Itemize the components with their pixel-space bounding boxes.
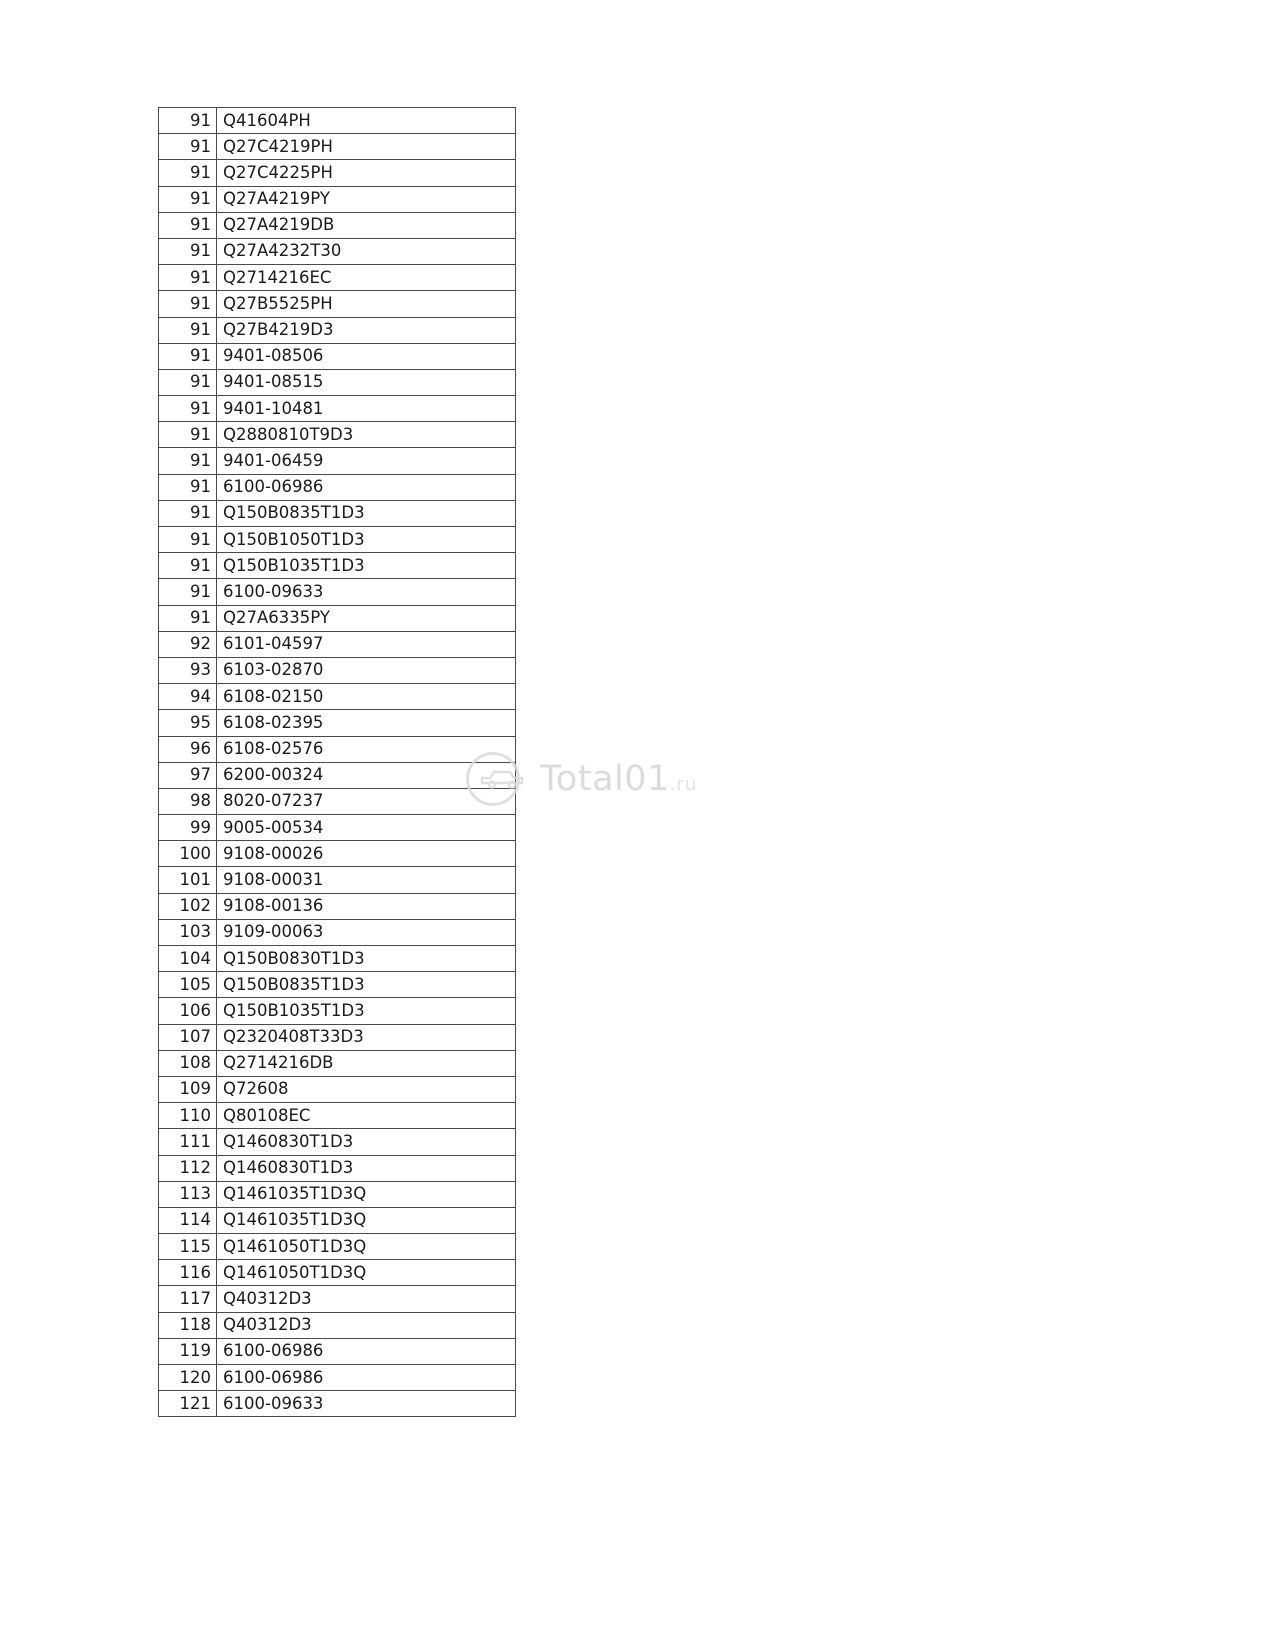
row-index-cell: 91 [159,291,217,317]
row-index-cell: 91 [159,160,217,186]
part-code-cell: 6200-00324 [217,762,516,788]
table-row [159,972,516,998]
row-index-cell: 91 [159,134,217,160]
table-row [159,291,516,317]
part-code-cell: Q80108EC [217,1103,516,1129]
part-code-cell: 9401-10481 [217,396,516,422]
part-code-cell: Q150B1050T1D3 [217,527,516,553]
row-index-cell: 101 [159,867,217,893]
row-index-cell: 107 [159,1024,217,1050]
table-row [159,1155,516,1181]
part-code-cell: 9109-00063 [217,919,516,945]
table-row [159,553,516,579]
table-row [159,657,516,683]
row-index-cell: 91 [159,265,217,291]
row-index-cell: 91 [159,500,217,526]
part-code-cell: 8020-07237 [217,788,516,814]
row-index-cell: 91 [159,369,217,395]
part-code-cell: Q1461035T1D3Q [217,1207,516,1233]
part-code-cell: 9108-00136 [217,893,516,919]
row-index-cell: 114 [159,1207,217,1233]
table-row [159,946,516,972]
table-row [159,762,516,788]
part-code-cell: 6100-09633 [217,1391,516,1417]
table-row [159,1365,516,1391]
row-index-cell: 121 [159,1391,217,1417]
part-code-cell: 6108-02395 [217,710,516,736]
row-index-cell: 102 [159,893,217,919]
part-code-cell: 9401-06459 [217,448,516,474]
part-code-cell: Q2880810T9D3 [217,422,516,448]
table-row [159,186,516,212]
table-row [159,1312,516,1338]
part-code-cell: Q1460830T1D3 [217,1129,516,1155]
table-row [159,448,516,474]
part-code-cell: Q27A4219PY [217,186,516,212]
part-code-cell: Q27C4219PH [217,134,516,160]
row-index-cell: 91 [159,448,217,474]
row-index-cell: 109 [159,1076,217,1102]
table-row [159,396,516,422]
part-code-cell: 9108-00031 [217,867,516,893]
part-code-cell: Q150B0830T1D3 [217,946,516,972]
table-row [159,710,516,736]
table-row [159,1181,516,1207]
row-index-cell: 91 [159,238,217,264]
table-row [159,1024,516,1050]
part-code-cell: 6100-06986 [217,1338,516,1364]
part-code-cell: Q27A6335PY [217,605,516,631]
table-row [159,1076,516,1102]
part-code-cell: Q40312D3 [217,1286,516,1312]
row-index-cell: 116 [159,1260,217,1286]
table-row [159,1338,516,1364]
table-row [159,1286,516,1312]
table-row [159,108,516,134]
row-index-cell: 95 [159,710,217,736]
part-code-cell: Q27B5525PH [217,291,516,317]
row-index-cell: 91 [159,186,217,212]
row-index-cell: 104 [159,946,217,972]
part-code-cell: Q150B1035T1D3 [217,998,516,1024]
row-index-cell: 93 [159,657,217,683]
part-code-cell: Q150B0835T1D3 [217,972,516,998]
table-row [159,998,516,1024]
table-row [159,527,516,553]
table-row [159,1260,516,1286]
table-row [159,500,516,526]
row-index-cell: 117 [159,1286,217,1312]
row-index-cell: 100 [159,841,217,867]
row-index-cell: 105 [159,972,217,998]
part-code-cell: Q27A4232T30 [217,238,516,264]
part-code-cell: 9401-08506 [217,343,516,369]
part-code-cell: 6100-06986 [217,474,516,500]
table-row [159,474,516,500]
table-row [159,1129,516,1155]
table-row [159,867,516,893]
row-index-cell: 91 [159,212,217,238]
row-index-cell: 108 [159,1050,217,1076]
part-code-cell: Q1460830T1D3 [217,1155,516,1181]
row-index-cell: 97 [159,762,217,788]
row-index-cell: 118 [159,1312,217,1338]
row-index-cell: 115 [159,1234,217,1260]
row-index-cell: 120 [159,1365,217,1391]
part-code-cell: Q27C4225PH [217,160,516,186]
table-row [159,1391,516,1417]
row-index-cell: 99 [159,815,217,841]
table-row [159,212,516,238]
row-index-cell: 91 [159,343,217,369]
row-index-cell: 91 [159,396,217,422]
row-index-cell: 91 [159,317,217,343]
table-row [159,238,516,264]
parts-table-body [159,108,516,1417]
row-index-cell: 106 [159,998,217,1024]
row-index-cell: 119 [159,1338,217,1364]
table-row [159,343,516,369]
table-row [159,841,516,867]
part-code-cell: Q2714216EC [217,265,516,291]
part-code-cell: Q1461050T1D3Q [217,1260,516,1286]
row-index-cell: 91 [159,527,217,553]
part-code-cell: 9005-00534 [217,815,516,841]
table-row [159,265,516,291]
part-code-cell: Q1461050T1D3Q [217,1234,516,1260]
table-row [159,160,516,186]
table-row [159,1234,516,1260]
row-index-cell: 91 [159,108,217,134]
row-index-cell: 111 [159,1129,217,1155]
part-code-cell: Q41604PH [217,108,516,134]
table-row [159,422,516,448]
table-row [159,134,516,160]
part-code-cell: Q27A4219DB [217,212,516,238]
part-code-cell: Q40312D3 [217,1312,516,1338]
table-row [159,919,516,945]
part-code-cell: Q72608 [217,1076,516,1102]
table-row [159,631,516,657]
row-index-cell: 113 [159,1181,217,1207]
table-row [159,605,516,631]
watermark-suffix: .ru [669,774,698,795]
row-index-cell: 92 [159,631,217,657]
part-code-cell: Q150B0835T1D3 [217,500,516,526]
parts-table [158,107,516,1417]
watermark-brand: Total01 [540,759,670,799]
row-index-cell: 94 [159,684,217,710]
row-index-cell: 98 [159,788,217,814]
row-index-cell: 91 [159,422,217,448]
table-row [159,579,516,605]
row-index-cell: 91 [159,553,217,579]
table-row [159,1050,516,1076]
table-row [159,893,516,919]
watermark-text [540,759,697,799]
part-code-cell: 6108-02150 [217,684,516,710]
row-index-cell: 103 [159,919,217,945]
row-index-cell: 96 [159,736,217,762]
table-row [159,815,516,841]
part-code-cell: 6103-02870 [217,657,516,683]
table-row [159,736,516,762]
row-index-cell: 110 [159,1103,217,1129]
part-code-cell: Q150B1035T1D3 [217,553,516,579]
part-code-cell: Q2320408T33D3 [217,1024,516,1050]
row-index-cell: 91 [159,474,217,500]
table-row [159,1207,516,1233]
part-code-cell: 6100-09633 [217,579,516,605]
part-code-cell: Q27B4219D3 [217,317,516,343]
row-index-cell: 112 [159,1155,217,1181]
table-row [159,1103,516,1129]
table-row [159,788,516,814]
part-code-cell: Q1461035T1D3Q [217,1181,516,1207]
row-index-cell: 91 [159,579,217,605]
table-row [159,684,516,710]
part-code-cell: Q2714216DB [217,1050,516,1076]
row-index-cell: 91 [159,605,217,631]
part-code-cell: 9401-08515 [217,369,516,395]
table-row [159,369,516,395]
part-code-cell: 6100-06986 [217,1365,516,1391]
part-code-cell: 6101-04597 [217,631,516,657]
table-row [159,317,516,343]
part-code-cell: 9108-00026 [217,841,516,867]
part-code-cell: 6108-02576 [217,736,516,762]
